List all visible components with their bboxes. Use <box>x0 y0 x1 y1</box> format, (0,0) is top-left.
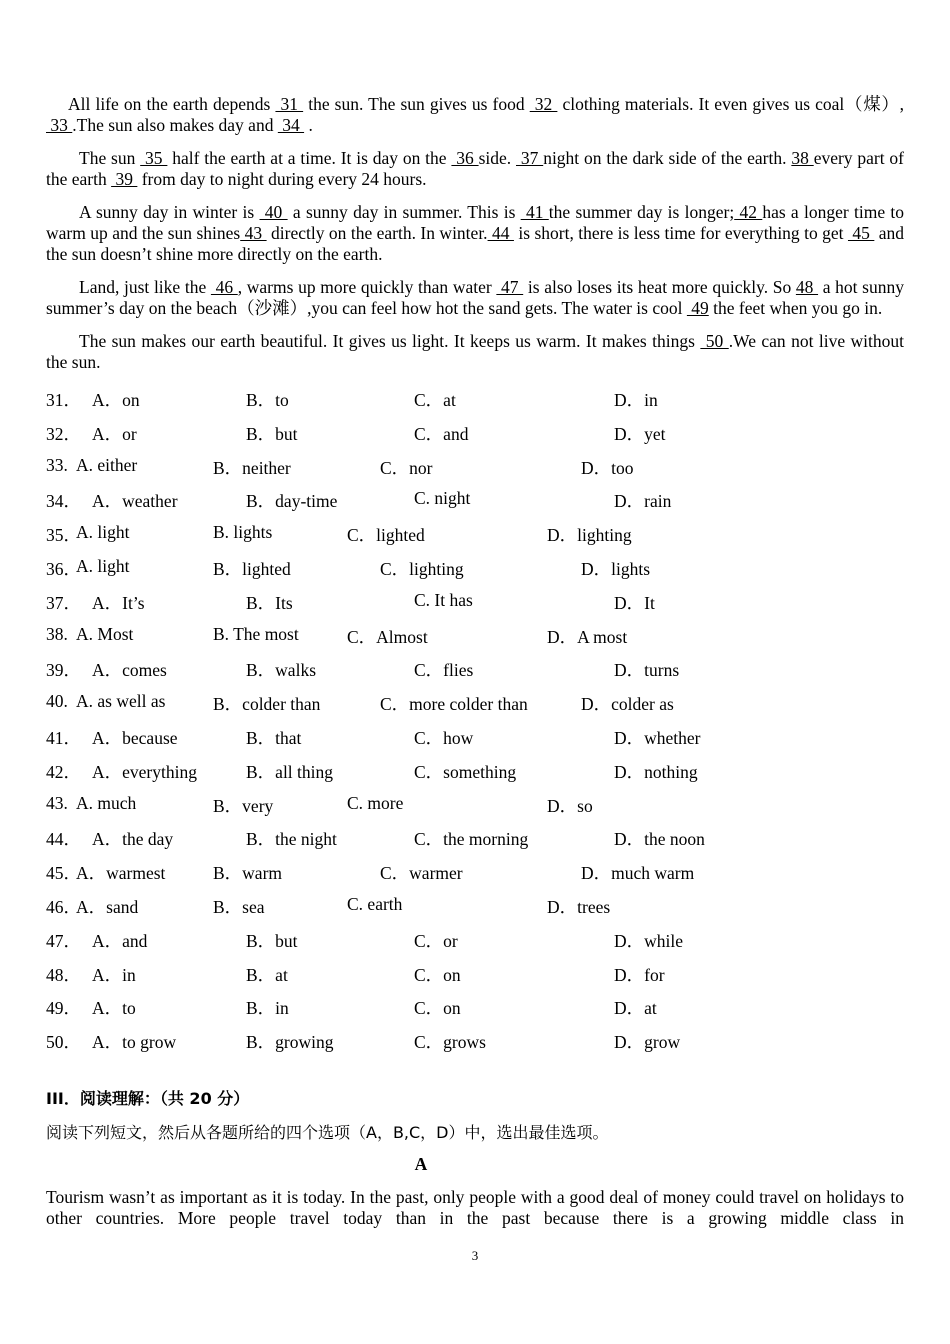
cloze-section <box>46 94 904 1061</box>
cloze-paragraph-5 <box>46 331 904 373</box>
cloze-paragraph-1 <box>46 94 904 136</box>
question-number: 33. <box>46 454 73 475</box>
option-a: A. light <box>76 522 130 543</box>
option-row <box>46 757 904 791</box>
option-a: A．to grow <box>92 1032 177 1053</box>
option-a: A. either <box>76 454 138 475</box>
option-d: D．the noon <box>614 829 705 850</box>
passage-title: A <box>414 1154 428 1174</box>
option-row <box>46 385 904 419</box>
option-d: D．at <box>614 998 657 1019</box>
option-row <box>46 588 904 622</box>
answer-blank: 48 <box>795 277 819 297</box>
question-number: 45． <box>46 863 81 884</box>
option-d: D．whether <box>614 727 701 748</box>
option-d: D．grow <box>614 1032 681 1053</box>
question-number: 37． <box>46 592 81 613</box>
option-b: B．all thing <box>246 761 334 782</box>
question-number: 46． <box>46 896 81 917</box>
paragraph-text: A sunny day in winter is <box>79 202 260 222</box>
option-c: C．how <box>414 727 474 748</box>
option-c: C．something <box>414 761 517 782</box>
option-b: B．to <box>246 390 289 410</box>
option-d: D．It <box>614 592 655 613</box>
option-row <box>46 993 904 1027</box>
paragraph-text: .We can not live without the sun. <box>46 331 905 372</box>
paragraph-text: side. <box>478 148 516 168</box>
paragraph-text: The sun makes our earth beautiful. It gives us light. It keeps us warm. It makes things <box>79 331 701 351</box>
option-row <box>46 622 904 656</box>
answer-blank: 34 <box>277 115 305 135</box>
option-b: B．that <box>246 727 302 748</box>
option-row <box>46 689 904 723</box>
question-number: 39． <box>46 660 81 681</box>
option-row <box>46 486 904 520</box>
answer-blank: 35 <box>140 148 168 168</box>
option-d: D．lighting <box>547 525 632 546</box>
option-d: D．for <box>614 964 665 985</box>
answer-blank: 39 <box>111 169 138 189</box>
option-b: B．day-time <box>246 491 338 512</box>
option-row <box>46 960 904 994</box>
option-a: A．It’s <box>92 592 145 613</box>
options-list <box>46 385 904 1061</box>
option-c: C．lighted <box>347 525 425 546</box>
option-a: A．warmest <box>76 863 166 884</box>
option-a: A．everything <box>92 761 197 782</box>
paragraph-text: The sun <box>79 148 141 168</box>
option-c: C．at <box>414 390 456 410</box>
option-b: B. The most <box>213 623 299 644</box>
option-row <box>46 892 904 926</box>
answer-blank: 50 <box>700 331 729 351</box>
option-a: A．in <box>92 964 136 985</box>
question-number: 50． <box>46 1032 81 1053</box>
option-row <box>46 520 904 554</box>
paragraph-text: Land, just like the <box>79 277 211 297</box>
section-instruction: 阅读下列短文，然后从各题所给的四个选项（A，B,C，D）中，选出最佳选项。 <box>46 1123 609 1142</box>
paragraph-text: is also loses its heat more quickly. So <box>523 277 796 297</box>
option-row <box>46 655 904 689</box>
paragraph-text: the feet when you go in. <box>708 298 883 318</box>
answer-blank: 43 <box>240 223 267 243</box>
question-number: 36． <box>46 558 81 579</box>
paragraph-text: every part of the earth <box>46 148 905 189</box>
paragraph-text: directly on the earth. In winter. <box>266 223 488 243</box>
option-c: C．or <box>414 930 458 951</box>
question-number: 32． <box>46 423 81 444</box>
option-c: C．on <box>414 998 461 1019</box>
option-d: D．lights <box>581 558 651 579</box>
question-number: 44． <box>46 829 81 850</box>
option-row <box>46 419 904 453</box>
option-c: C．Almost <box>347 626 428 647</box>
question-number: 31． <box>46 390 81 410</box>
paragraph-text: the sun. The sun gives us food <box>303 94 530 114</box>
paragraph-text: from day to night during every 24 hours. <box>137 169 427 189</box>
paragraph-text: clothing materials. It even gives us coal（煤）, <box>557 94 905 114</box>
option-row <box>46 926 904 960</box>
answer-blank: 37 <box>516 148 544 168</box>
option-c: C．and <box>414 423 469 444</box>
paragraph-text: and the sun doesn’t shine more directly on the earth. <box>46 223 905 264</box>
option-d: D．trees <box>547 896 611 917</box>
option-b: B．neither <box>213 457 291 478</box>
option-d: D．much warm <box>581 863 695 884</box>
option-b: B．but <box>246 930 298 951</box>
paragraph-text: , warms up more quickly than water <box>237 277 497 297</box>
paragraph-text: night on the dark side of the earth. <box>543 148 792 168</box>
question-number: 48． <box>46 964 81 985</box>
question-number: 47． <box>46 930 81 951</box>
option-row <box>46 1027 904 1061</box>
option-a: A．the day <box>92 829 174 850</box>
option-d: D．turns <box>614 660 680 681</box>
answer-blank: 32 <box>529 94 558 114</box>
answer-blank: 41 <box>520 202 549 222</box>
question-number: 43. <box>46 792 73 813</box>
question-number: 38. <box>46 623 73 644</box>
option-d: D．while <box>614 930 684 951</box>
option-c: C．lighting <box>380 558 464 579</box>
option-c: C. night <box>414 488 471 509</box>
cloze-paragraph-4 <box>46 277 904 319</box>
option-d: D．too <box>581 457 634 478</box>
option-c: C．nor <box>380 457 433 478</box>
option-b: B．Its <box>246 592 293 613</box>
paragraph-text: . <box>304 115 313 135</box>
paragraph-text: a hot sunny summer’s day on the beach（沙滩）,you can feel how hot the sand gets. The water is cool <box>46 277 904 318</box>
question-number: 35． <box>46 525 81 546</box>
section-title: III．阅读理解：（共 20 分） <box>46 1089 250 1108</box>
option-d: D．A most <box>547 626 628 647</box>
paragraph-text: has a longer time to warm up and the sun shines <box>46 202 905 243</box>
option-c: C．the morning <box>414 829 529 850</box>
option-a: A．weather <box>92 491 178 512</box>
option-a: A．or <box>92 423 137 444</box>
question-number: 41． <box>46 727 81 748</box>
cloze-paragraph-2 <box>46 148 904 190</box>
option-b: B．growing <box>246 1032 334 1053</box>
paragraph-text: All life on the earth depends <box>68 94 276 114</box>
option-c: C．grows <box>414 1032 486 1053</box>
option-d: D．colder as <box>581 694 674 715</box>
question-number: 40. <box>46 691 73 712</box>
paragraph-text: is short, there is less time for everything to get <box>513 223 848 243</box>
option-b: B．at <box>246 964 288 985</box>
answer-blank: 45 <box>847 223 875 243</box>
option-d: D．so <box>547 795 593 816</box>
option-d: D．rain <box>614 491 672 512</box>
option-b: B．in <box>246 998 289 1019</box>
option-row <box>46 791 904 825</box>
option-b: B．very <box>213 795 274 816</box>
answer-blank: 49 <box>686 298 709 318</box>
option-a: A．comes <box>92 660 167 681</box>
answer-blank: 47 <box>496 277 524 297</box>
option-a: A．to <box>92 998 136 1019</box>
option-b: B．the night <box>246 829 337 850</box>
paragraph-text: the summer day is longer; <box>548 202 735 222</box>
option-row <box>46 554 904 588</box>
answer-blank: 31 <box>275 94 304 114</box>
option-c: C. earth <box>347 893 403 914</box>
option-c: C．on <box>414 964 461 985</box>
option-b: B．colder than <box>213 694 321 715</box>
question-number: 42． <box>46 761 81 782</box>
option-c: C．more colder than <box>380 694 528 715</box>
option-c: C．warmer <box>380 863 463 884</box>
option-a: A．sand <box>76 896 139 917</box>
answer-blank: 46 <box>210 277 238 297</box>
option-row <box>46 824 904 858</box>
option-d: D．yet <box>614 423 666 444</box>
option-c: C. more <box>347 792 404 813</box>
option-a: A．on <box>92 390 140 410</box>
question-number: 49． <box>46 998 81 1019</box>
option-b: B．warm <box>213 863 283 884</box>
option-row <box>46 453 904 487</box>
answer-blank: 38 <box>791 148 814 168</box>
option-a: A．and <box>92 930 148 951</box>
option-d: D．nothing <box>614 761 698 782</box>
option-b: B．lighted <box>213 558 291 579</box>
option-a: A. light <box>76 555 130 576</box>
paragraph-text: half the earth at a time. It is day on the <box>167 148 452 168</box>
option-c: C. It has <box>414 589 473 610</box>
answer-blank: 36 <box>451 148 479 168</box>
option-d: D．in <box>614 390 658 410</box>
paragraph-text: a sunny day in summer. This is <box>287 202 521 222</box>
option-b: B．sea <box>213 896 265 917</box>
passage-text: Tourism wasn’t as important as it is today. In the past, only people with a good deal of money could travel on holidays to other countries. More people travel today than in the past because there is a growing middle class in <box>46 1187 904 1228</box>
option-a: A. as well as <box>76 691 166 712</box>
answer-blank: 42 <box>734 202 763 222</box>
option-c: C．flies <box>414 660 474 681</box>
option-a: A．because <box>92 727 178 748</box>
question-number: 34． <box>46 491 81 512</box>
option-b: B. lights <box>213 522 273 543</box>
answer-blank: 33 <box>46 115 73 135</box>
option-row <box>46 723 904 757</box>
cloze-paragraph-3 <box>46 202 904 265</box>
page-number: 3 <box>471 1248 479 1263</box>
option-b: B．but <box>246 423 298 444</box>
option-a: A. much <box>76 792 137 813</box>
option-row <box>46 858 904 892</box>
option-a: A. Most <box>76 623 134 644</box>
answer-blank: 40 <box>259 202 288 222</box>
option-b: B．walks <box>246 660 316 681</box>
paragraph-text: .The sun also makes day and <box>72 115 278 135</box>
answer-blank: 44 <box>487 223 514 243</box>
